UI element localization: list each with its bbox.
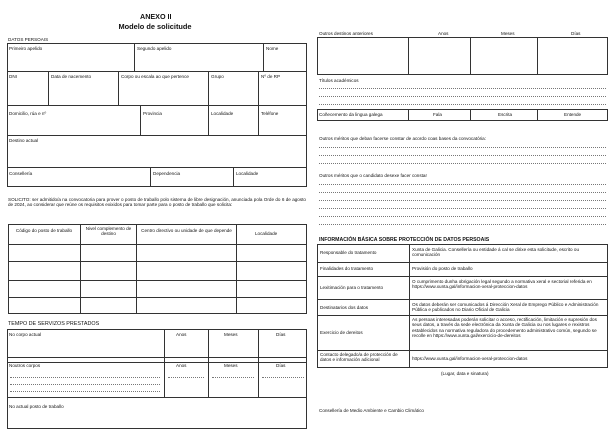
- tempo-section-title: TEMPO DE SERVIZOS PRESTADOS: [8, 321, 100, 327]
- tempo-corpo-actual[interactable]: No corpo actual: [9, 332, 42, 337]
- field-localidade[interactable]: Localidade: [211, 111, 234, 116]
- posts-header-localidade: Localidade: [255, 231, 278, 236]
- tempo-actual-posto[interactable]: No actual posto de traballo: [9, 404, 64, 409]
- meritos-candidato-label: Outros méritos que o candidato desexe facer constar: [319, 173, 428, 178]
- protection-text-dereitos: As persoas interesadas poderán solicitar o acceso, rectificación, limitación e supresión dos seus datos, a través da sede electrónica da Xunta de Galicia ou nos lugares e rexistros establecidos na normativa reguladora do procedemento administrativo común, segundo se recolle en https://www.xunta.gal/exercicio-de-dereitos: [412, 317, 597, 339]
- galego-fala[interactable]: Fala: [433, 112, 442, 117]
- outros-destinos-label: Outros destinos anteriores: [319, 31, 373, 36]
- tempo-col-dias-1: Días: [276, 332, 286, 337]
- protection-label-destinatarios: Destinatarios dos datos: [320, 305, 369, 310]
- solicito-text: SOLICITO: ser admitido/a na convocatoria para prover o posto de traballo polo sistema de libre designación, anunciada pola Orde do 6 de agosto de 2024, ao considerar que reúne os requisitos exixidos para tomar parte para o posto de traballo que solicita:: [8, 197, 306, 208]
- tempo-table: [7, 329, 307, 429]
- field-destino-actual[interactable]: Destino actual: [9, 138, 39, 143]
- meritos-convocatoria-label: Outros méritos que deban facerse constar de acordo coas bases da convocatória:: [319, 136, 487, 141]
- footer-conselleria: Consellería de Medio Ambiente e Cambio Climático: [319, 408, 424, 413]
- titulos-label: Títulos académicos: [319, 78, 359, 83]
- protection-label-responsable: Responsable do tratamento: [320, 250, 377, 255]
- field-conselleria[interactable]: Consellería: [9, 171, 33, 176]
- galego-entende[interactable]: Entende: [564, 112, 582, 117]
- field-localidade-destino[interactable]: Localidade: [236, 171, 259, 176]
- galego-escrita[interactable]: Escrita: [498, 112, 513, 117]
- protection-label-lexitimacion: Lexitimación para o tratamento: [320, 285, 384, 290]
- signature-label: (Lugar, data e sinatura): [441, 371, 489, 376]
- protection-text-lexitimacion: O cumprimento dunha obrigación legal segundo a normativa xeral e sectorial referida en https://www.xunta.gal/informacion-xeral-proteccion-datos: [412, 279, 592, 290]
- protection-text-responsable: Xunta de Galicia. Consellería ou entidade á cal se dirixe esta solicitude, escrito ou comunicación: [412, 247, 580, 258]
- protection-link-contacto[interactable]: https://www.xunta.gal/informacion-xeral-proteccion-datos: [412, 356, 528, 361]
- field-dni[interactable]: DNI: [9, 74, 17, 79]
- posts-table: [8, 224, 307, 314]
- tempo-outros-corpos[interactable]: Noutros corpos: [9, 363, 41, 368]
- tempo-col-dias-2: Días: [276, 363, 286, 368]
- destinos-col-meses: Meses: [501, 31, 515, 36]
- destinos-col-dias: Días: [571, 31, 581, 36]
- tempo-col-meses-2: Meses: [224, 363, 238, 368]
- destinos-col-anos: Anos: [438, 31, 449, 36]
- tempo-col-anos-1: Anos: [176, 332, 187, 337]
- field-data-nacemento[interactable]: Data de nacemento: [51, 74, 92, 79]
- protection-text-destinatarios: Os datos deberán ser comunicados á Dirección Xeral de Emprego Público e Administración Pública e publicados no Diario Oficial de Galicia: [412, 302, 599, 313]
- tempo-col-meses-1: Meses: [224, 332, 238, 337]
- field-grupo[interactable]: Grupo: [211, 74, 224, 79]
- annex-label: ANEXO II: [140, 12, 172, 21]
- field-rp[interactable]: Nº de RP: [261, 74, 281, 79]
- protection-title: INFORMACIÓN BÁSICA SOBRE PROTECCIÓN DE DATOS PERSOAIS: [319, 237, 490, 243]
- form-title: Modelo de solicitude: [118, 22, 192, 31]
- field-telefone[interactable]: Teléfone: [261, 111, 279, 116]
- field-nome[interactable]: Nome: [266, 46, 279, 51]
- protection-label-finalidades: Finalidades do tratamento: [320, 266, 374, 271]
- protection-label-contacto: Contacto delegado/a de protección de datos e información adicional: [320, 352, 398, 363]
- field-dependencia[interactable]: Dependencia: [153, 171, 181, 176]
- galego-label: Coñecemento da lingua galega: [319, 112, 383, 117]
- outros-destinos-box: [317, 37, 608, 75]
- field-primeiro-apelido[interactable]: Primeiro apelido: [9, 46, 43, 51]
- field-segundo-apelido[interactable]: Segundo apelido: [137, 46, 172, 51]
- protection-text-finalidades: Provisión do posto de traballo: [412, 266, 473, 271]
- personal-section-title: DATOS PERSOAIS: [8, 37, 49, 42]
- posts-header-codigo: Código do posto de traballo: [15, 228, 73, 233]
- posts-header-nivel: Nivel complemento de destino: [85, 226, 132, 237]
- field-corpo-escala[interactable]: Corpo ou escala ao que pertence: [121, 74, 189, 79]
- field-provincia[interactable]: Provincia: [143, 111, 162, 116]
- posts-header-centro: Centro directivo ou unidade de que depende: [141, 228, 232, 233]
- protection-label-dereitos: Exercicio de dereitos: [320, 330, 363, 335]
- tempo-col-anos-2: Anos: [176, 363, 187, 368]
- field-domicilio[interactable]: Domicilio, rúa e nº: [9, 111, 47, 116]
